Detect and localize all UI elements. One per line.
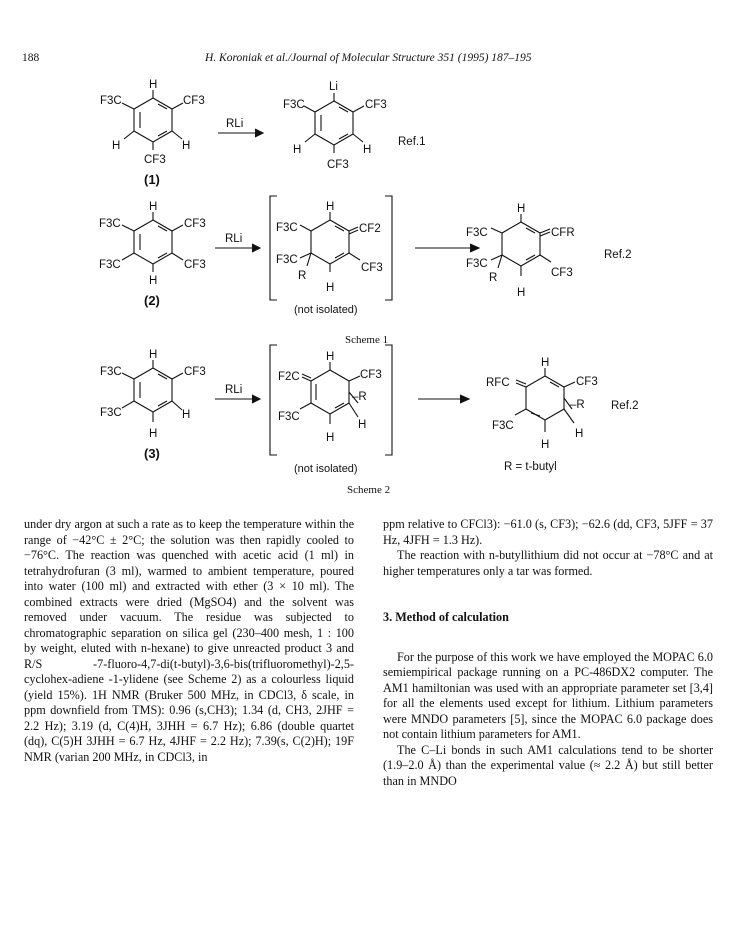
- atom-cf3: CF3: [551, 267, 573, 279]
- atom-h: H: [541, 357, 550, 369]
- atom-cf3: CF3: [144, 154, 166, 166]
- atom-f3c: F3C: [99, 218, 121, 230]
- atom-f3c: F3C: [466, 258, 488, 270]
- atom-f3c: F3C: [276, 222, 298, 234]
- atom-h: H: [149, 201, 158, 213]
- paragraph: under dry argon at such a rate as to keep the temperature within the range of −42°C ± 2°C; the solution was then rapidly cooled to −76°C. The reaction was quenched with acetic acid (1 ml) in tetrahydrofuran (3 ml), warmed to ambient temperature, poured into water (100 ml) and extracted with ether (3 × 10 ml). The combined extracts were dried (MgSO4) and the solvent was removed under vacuum. The residue was subjected to chromatographic separation on silica gel (230–400 mesh, 1 : 100 by weight, eluted with n-hexane) to give unreacted product 3 and R/S -7-fluoro-4,7-di(t-butyl)-3,6-bis(trifluoromethyl)-2,5-cyclohex-adiene -1-ylidene (see Scheme 2) as a colourless liquid (yield 15%). 1H NMR (Bruker 500 MHz, in CDCl3, δ scale, in ppm downfield from TMS): 0.96 (s,CH3); 1.34 (d, CH3, 2JHF = 2.2 Hz); 3.19 (d, C(4)H, 3JHH = 6.7 Hz); 6.86 (double quartet (dq), C(5)H 3JHH = 6.7 Hz, 4JHF = 2.2 Hz); 7.39(s, C(2)H); 19F NMR (varian 200 MHz, in CDCl3, in: [24, 517, 354, 764]
- compound-2-structure: [99, 201, 206, 308]
- atom-f3c: F3C: [492, 420, 514, 432]
- atom-f3c: F3C: [466, 227, 488, 239]
- product-structure: [466, 203, 575, 299]
- atom-h: H: [149, 349, 158, 361]
- atom-h: H: [326, 432, 335, 444]
- reagent-label: RLi: [225, 233, 243, 245]
- intermediate-structure: [276, 201, 383, 316]
- atom-h: H: [517, 287, 526, 299]
- atom-f3c: F3C: [278, 411, 300, 423]
- reagent-label: RLi: [225, 384, 243, 396]
- atom-cf3: CF3: [361, 262, 383, 274]
- atom-cf2: CF2: [359, 223, 381, 235]
- intermediate-structure: [278, 351, 382, 475]
- reaction-arrow: [215, 233, 260, 252]
- atom-r: R: [489, 272, 498, 284]
- paragraph: The C–Li bonds in such AM1 calculations tend to be shorter (1.9–2.0 Å) than the experimental value (≈ 2.2 Å) but still better than in MNDO: [383, 742, 713, 788]
- atom-h: H: [517, 203, 526, 215]
- not-isolated-label: (not isolated): [294, 304, 358, 316]
- atom-h: H: [358, 419, 367, 431]
- compound-1-structure: [100, 79, 205, 187]
- reaction-arrow: [415, 244, 479, 252]
- atom-h: H: [363, 144, 372, 156]
- scheme-1-caption: Scheme 1: [345, 334, 389, 346]
- compound-3-structure: [100, 349, 206, 461]
- atom-h: H: [182, 140, 191, 152]
- atom-f3c: F3C: [99, 259, 121, 271]
- right-column: [383, 517, 713, 789]
- atom-r: –R: [352, 391, 367, 403]
- atom-cf3: CF3: [184, 259, 206, 271]
- atom-h: H: [149, 428, 158, 440]
- atom-h: H: [575, 428, 584, 440]
- reaction-arrow: [418, 395, 469, 403]
- atom-h: H: [326, 351, 335, 363]
- lithiated-compound-structure: [283, 81, 387, 171]
- left-column: [24, 517, 354, 765]
- reagent-label: RLi: [226, 118, 244, 130]
- atom-f3c: F3C: [100, 95, 122, 107]
- atom-f3c: F3C: [283, 99, 305, 111]
- atom-h: H: [293, 144, 302, 156]
- atom-cf3: CF3: [184, 366, 206, 378]
- running-title: H. Koroniak et al./Journal of Molecular Structure 351 (1995) 187–195: [205, 52, 532, 64]
- ref-1: Ref.1: [398, 136, 426, 148]
- compound-3-label: (3): [144, 446, 160, 461]
- section-heading: 3. Method of calculation: [383, 610, 509, 624]
- paragraph: ppm relative to CFCl3): −61.0 (s, CF3); −62.6 (dd, CF3, 5JFF = 37 Hz, 4JFH = 1.3 Hz).: [383, 517, 713, 547]
- atom-h: H: [326, 282, 335, 294]
- scheme-2-caption: Scheme 2: [347, 484, 391, 496]
- reaction-arrow: [218, 118, 263, 137]
- atom-li: Li: [329, 81, 338, 93]
- atom-f3c: F3C: [100, 366, 122, 378]
- compound-1-label: (1): [144, 172, 160, 187]
- atom-cf3: CF3: [327, 159, 349, 171]
- atom-h: H: [541, 439, 550, 451]
- atom-cf3: CF3: [184, 218, 206, 230]
- ref-2: Ref.2: [604, 249, 632, 261]
- atom-r: R: [298, 270, 307, 282]
- compound-2-label: (2): [144, 293, 160, 308]
- atom-cf3: CF3: [360, 369, 382, 381]
- atom-h: H: [326, 201, 335, 213]
- atom-f3c: F3C: [100, 407, 122, 419]
- atom-f2c: F2C: [278, 371, 300, 383]
- atom-h: H: [149, 79, 158, 91]
- page-number: 188: [22, 52, 40, 64]
- atom-cf3: CF3: [576, 376, 598, 388]
- atom-f3c: F3C: [276, 254, 298, 266]
- product-structure: [486, 357, 598, 451]
- atom-h: H: [149, 275, 158, 287]
- paragraph: The reaction with n-butyllithium did not occur at −78°C and at higher temperatures only a tar was formed.: [383, 548, 713, 578]
- atom-r: –R: [570, 399, 585, 411]
- atom-h: H: [182, 409, 191, 421]
- atom-rfc: RFC: [486, 377, 510, 389]
- paragraph: For the purpose of this work we have employed the MOPAC 6.0 semiempirical package running on a PC-486DX2 computer. The AM1 hamiltonian was used with an appropriate parameter set [3,4] for all the elements used except for lithium. Lithium parameters were MNDO parameters [5], since the MOPAC 6.0 package does not contain lithium parameters for AM1.: [383, 649, 713, 741]
- atom-cf3: CF3: [183, 95, 205, 107]
- reaction-arrow: [215, 384, 260, 403]
- ref-2: Ref.2: [611, 400, 639, 412]
- atom-cfr: CFR: [551, 227, 575, 239]
- atom-h: H: [112, 140, 121, 152]
- atom-cf3: CF3: [365, 99, 387, 111]
- r-definition: R = t-butyl: [504, 461, 557, 473]
- not-isolated-label: (not isolated): [294, 463, 358, 475]
